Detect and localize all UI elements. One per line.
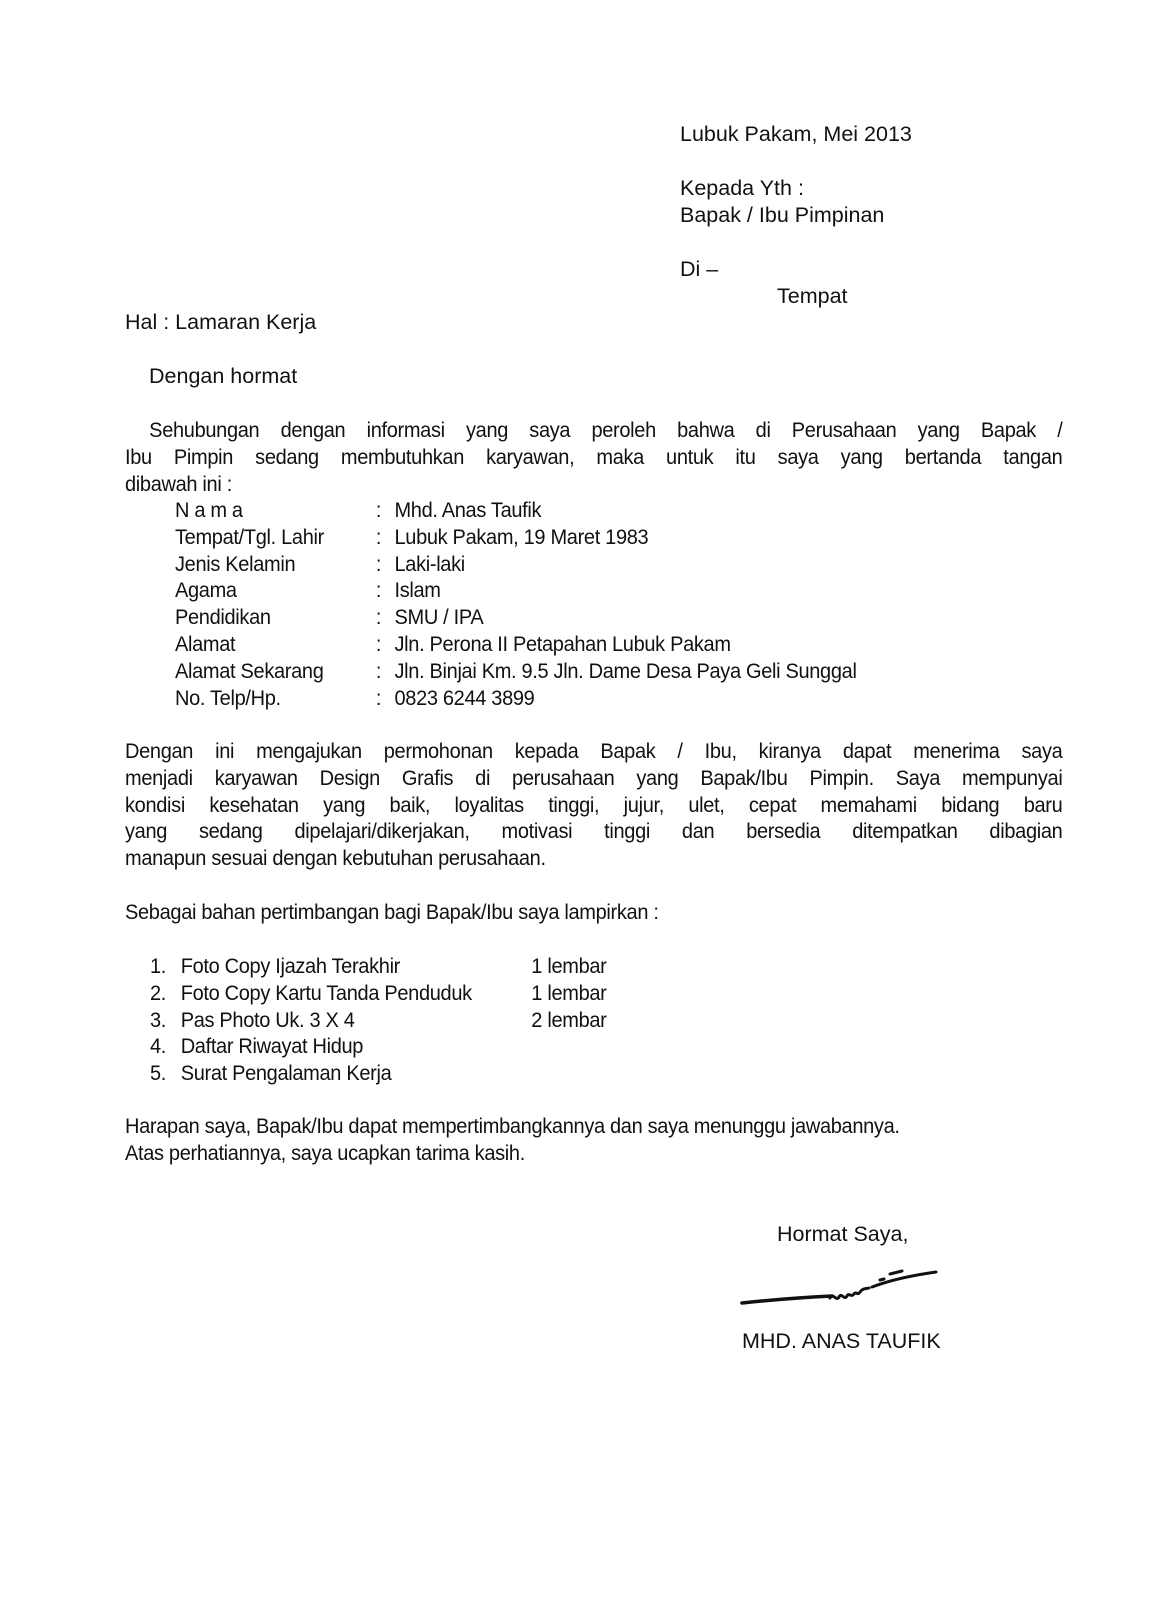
biodata-value: Lubuk Pakam, 19 Maret 1983 (394, 524, 649, 549)
intro-paragraph (125, 417, 1062, 497)
biodata-label: Alamat (175, 631, 236, 656)
biodata-separator: : (375, 578, 382, 603)
biodata-value: Islam (394, 578, 441, 603)
attachment-text: Foto Copy Kartu Tanda Penduduk (180, 980, 472, 1005)
biodata-separator: : (375, 551, 382, 576)
biodata-separator: : (375, 631, 382, 656)
biodata-value: Jln. Perona II Petapahan Lubuk Pakam (394, 631, 731, 656)
recipient: Bapak / Ibu Pimpinan (680, 203, 885, 227)
biodata-label: Agama (175, 578, 237, 603)
biodata-separator: : (375, 605, 382, 630)
attachments-intro: Sebagai bahan pertimbangan bagi Bapak/Ibu saya lampirkan : (125, 900, 659, 924)
biodata-value: Laki-laki (394, 551, 465, 576)
signature-icon (740, 1262, 940, 1312)
place-date: Lubuk Pakam, Mei 2013 (680, 122, 912, 146)
attachment-number: 4. (150, 1034, 167, 1059)
biodata-label: Alamat Sekarang (175, 658, 324, 683)
biodata-separator: : (375, 685, 382, 710)
request-line: yang sedang dipelajari/dikerjakan, motivasi tinggi dan bersedia ditempatkan dibagian (125, 819, 1063, 844)
attachment-number: 3. (150, 1007, 167, 1032)
biodata-separator: : (375, 524, 382, 549)
request-paragraph (125, 738, 1062, 872)
attachment-number: 5. (150, 1061, 167, 1086)
closing-paragraph (125, 1113, 1062, 1167)
recipient-intro: Kepada Yth : (680, 176, 804, 200)
intro-line: Ibu Pimpin sedang membutuhkan karyawan, maka untuk itu saya yang bertanda tangan (125, 444, 1063, 469)
recipient-location: Tempat (777, 284, 848, 308)
greeting: Dengan hormat (149, 364, 298, 388)
attachment-text: Surat Pengalaman Kerja (180, 1061, 392, 1086)
attachment-quantity: 1 lembar (531, 980, 607, 1005)
biodata-label: No. Telp/Hp. (175, 685, 281, 710)
biodata-label: Tempat/Tgl. Lahir (175, 524, 324, 549)
attachment-text: Daftar Riwayat Hidup (180, 1034, 364, 1059)
biodata-label: N a m a (175, 498, 243, 522)
biodata-label: Jenis Kelamin (175, 551, 296, 576)
attachment-quantity: 2 lembar (531, 1007, 607, 1032)
attachment-text: Foto Copy Ijazah Terakhir (180, 954, 401, 978)
subject-line: Hal : Lamaran Kerja (125, 310, 317, 334)
closing-line: Atas perhatiannya, saya ucapkan tarima kasih. (125, 1140, 525, 1165)
request-line: Dengan ini mengajukan permohonan kepada Bapak / Ibu, kiranya dapat menerima saya (125, 739, 1063, 763)
attachment-number: 2. (150, 980, 167, 1005)
biodata-separator: : (375, 498, 382, 522)
biodata-label: Pendidikan (175, 605, 271, 630)
attachment-number: 1. (150, 954, 167, 978)
attachment-text: Pas Photo Uk. 3 X 4 (180, 1007, 355, 1032)
request-line: kondisi kesehatan yang baik, loyalitas tinggi, jujur, ulet, cepat memahami bidang baru (125, 792, 1063, 817)
biodata-value: Mhd. Anas Taufik (394, 498, 542, 522)
biodata-value: 0823 6244 3899 (394, 685, 535, 710)
request-line: menjadi karyawan Design Grafis di perusahaan yang Bapak/Ibu Pimpin. Saya mempunyai (125, 765, 1063, 790)
attachment-quantity: 1 lembar (531, 954, 607, 978)
biodata-value: SMU / IPA (394, 605, 484, 630)
signatory-name: MHD. ANAS TAUFIK (742, 1329, 941, 1353)
request-line: manapun sesuai dengan kebutuhan perusahaan. (125, 846, 546, 871)
intro-line: dibawah ini : (125, 471, 232, 496)
biodata-value: Jln. Binjai Km. 9.5 Jln. Dame Desa Paya Geli Sunggal (394, 658, 857, 683)
recipient-location-prefix: Di – (680, 257, 719, 281)
biodata-separator: : (375, 658, 382, 683)
closing-salutation: Hormat Saya, (777, 1222, 909, 1246)
intro-line: Sehubungan dengan informasi yang saya peroleh bahwa di Perusahaan yang Bapak / (149, 418, 1063, 442)
closing-line: Harapan saya, Bapak/Ibu dapat mempertimbangkannya dan saya menunggu jawabannya. (125, 1114, 900, 1138)
